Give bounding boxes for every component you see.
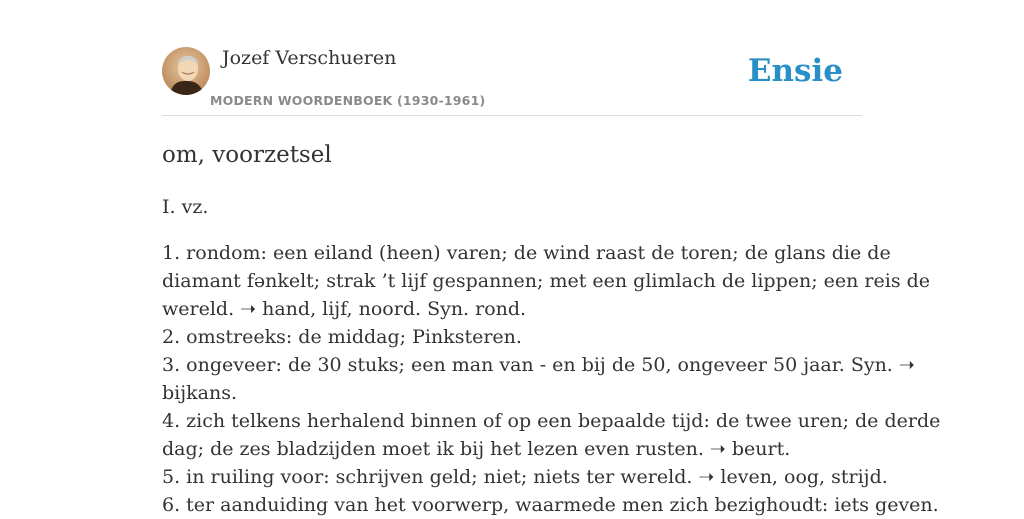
dictionary-source[interactable]: MODERN WOORDENBOEK (1930-1961) xyxy=(210,93,486,108)
definition-line: 2. omstreeks: de middag; Pinksteren. xyxy=(162,326,522,348)
definition-line: 5. in ruiling voor: schrijven geld; niet; niets ter wereld. ➝ leven, oog, strijd. xyxy=(162,466,888,488)
portrait-photo-icon xyxy=(162,47,210,95)
definition-line: 3. ongeveer: de 30 stuks; een man van - en bij de 50, ongeveer 50 jaar. Syn. ➝ xyxy=(162,354,915,376)
definition-line: diamant fənkelt; strak ’t lijf gespannen; met een glimlach de lippen; een reis de xyxy=(162,270,931,292)
part-of-speech: I. vz. xyxy=(162,196,209,218)
author-avatar[interactable] xyxy=(162,47,210,95)
definition-line: 4. zich telkens herhalend binnen of op een bepaalde tijd: de twee uren; de derde xyxy=(162,410,941,432)
definition-line: dag; de zes bladzijden moet ik bij het lezen even rusten. ➝ beurt. xyxy=(162,438,791,460)
author-name[interactable]: Jozef Verschueren xyxy=(222,47,397,69)
site-logo[interactable]: Ensie xyxy=(747,53,843,89)
definition-line: wereld. ➝ hand, lijf, noord. Syn. rond. xyxy=(162,298,527,320)
entry-definitions xyxy=(162,239,941,519)
definition-line: 6. ter aanduiding van het voorwerp, waarmede men zich bezighoudt: iets geven. xyxy=(162,494,939,516)
entry-title: om, voorzetsel xyxy=(162,142,332,168)
definition-line: bijkans. xyxy=(162,382,237,404)
header-divider xyxy=(162,115,862,116)
definition-line: 1. rondom: een eiland (heen) varen; de wind raast de toren; de glans die de xyxy=(162,242,891,264)
